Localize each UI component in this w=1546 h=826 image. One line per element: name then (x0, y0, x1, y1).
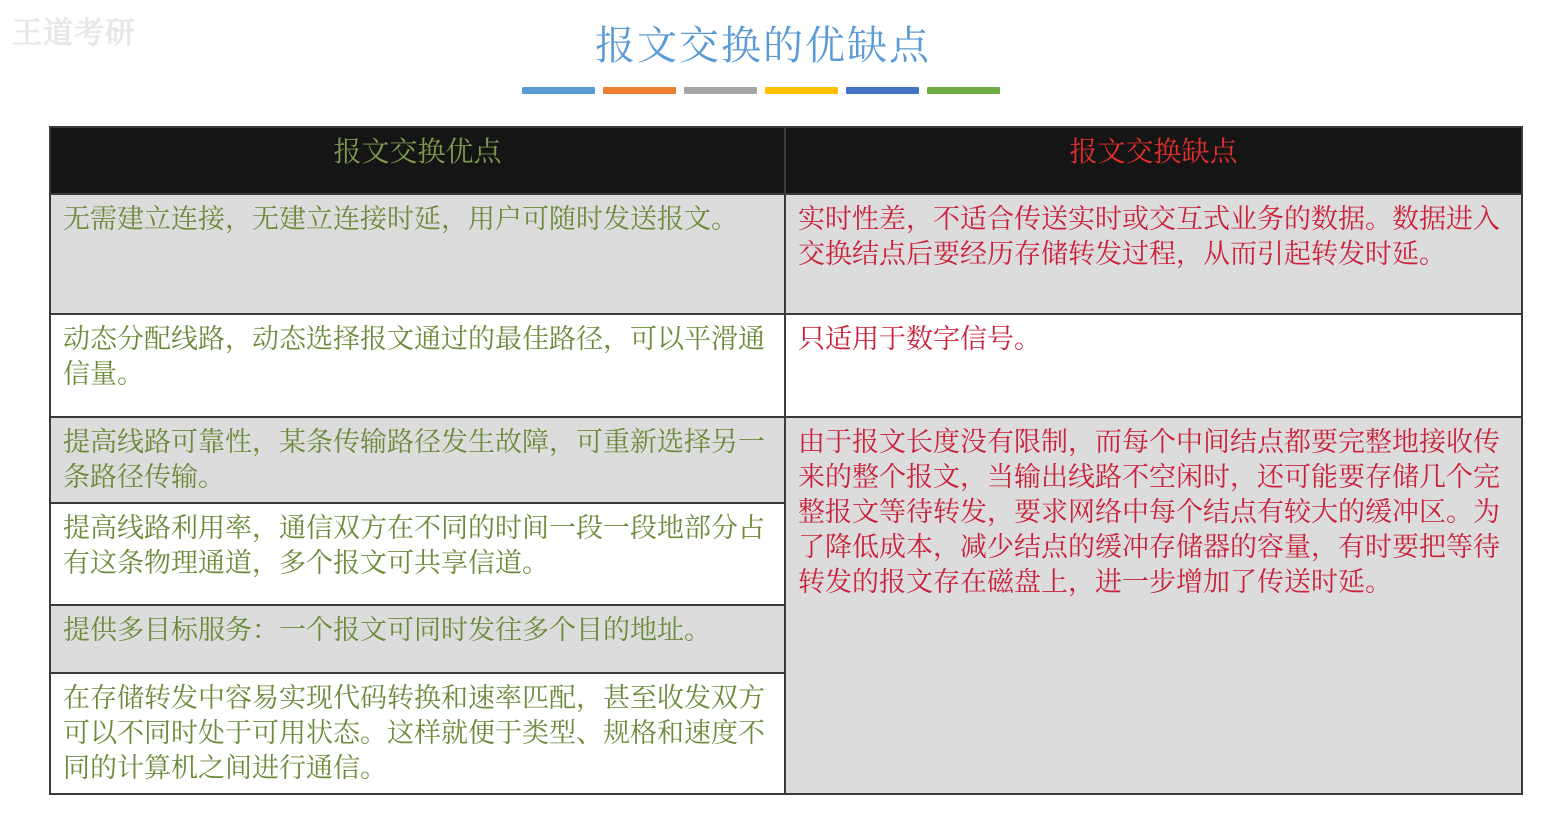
table-row (50, 417, 1522, 503)
advantage-cell: 提供多目标服务：一个报文可同时发往多个目的地址。 (50, 605, 785, 673)
color-bar (846, 87, 919, 94)
color-bars-divider (522, 87, 1008, 94)
color-bar (603, 87, 676, 94)
page-title: 报文交换的优缺点 (595, 23, 931, 69)
watermark-logo: 王道考研 (12, 16, 136, 51)
table-header-row (50, 127, 1522, 194)
disadvantage-cell: 实时性差，不适合传送实时或交互式业务的数据。数据进入交换结点后要经历存储转发过程，从而引起转发时延。 (785, 194, 1522, 314)
advantage-cell: 提高线路可靠性，某条传输路径发生故障，可重新选择另一条路径传输。 (50, 417, 785, 503)
table-row (50, 314, 1522, 417)
advantage-cell: 动态分配线路，动态选择报文通过的最佳路径，可以平滑通信量。 (50, 314, 785, 417)
advantages-header: 报文交换优点 (50, 127, 785, 194)
comparison-table (49, 126, 1523, 795)
table-row (50, 194, 1522, 314)
color-bar (765, 87, 838, 94)
color-bar (927, 87, 1000, 94)
disadvantages-header: 报文交换缺点 (785, 127, 1522, 194)
color-bar (684, 87, 757, 94)
advantage-cell: 无需建立连接，无建立连接时延，用户可随时发送报文。 (50, 194, 785, 314)
disadvantage-cell: 由于报文长度没有限制，而每个中间结点都要完整地接收传来的整个报文，当输出线路不空闲时，还可能要存储几个完整报文等待转发，要求网络中每个结点有较大的缓冲区。为了降低成本，减少结点的缓冲存储器的容量，有时要把等待转发的报文存在磁盘上，进一步增加了传送时延。 (785, 417, 1522, 794)
advantage-cell: 提高线路利用率，通信双方在不同的时间一段一段地部分占有这条物理通道，多个报文可共享信道。 (50, 503, 785, 605)
advantage-cell: 在存储转发中容易实现代码转换和速率匹配，甚至收发双方可以不同时处于可用状态。这样就便于类型、规格和速度不同的计算机之间进行通信。 (50, 673, 785, 794)
color-bar (522, 87, 595, 94)
disadvantage-cell: 只适用于数字信号。 (785, 314, 1522, 417)
